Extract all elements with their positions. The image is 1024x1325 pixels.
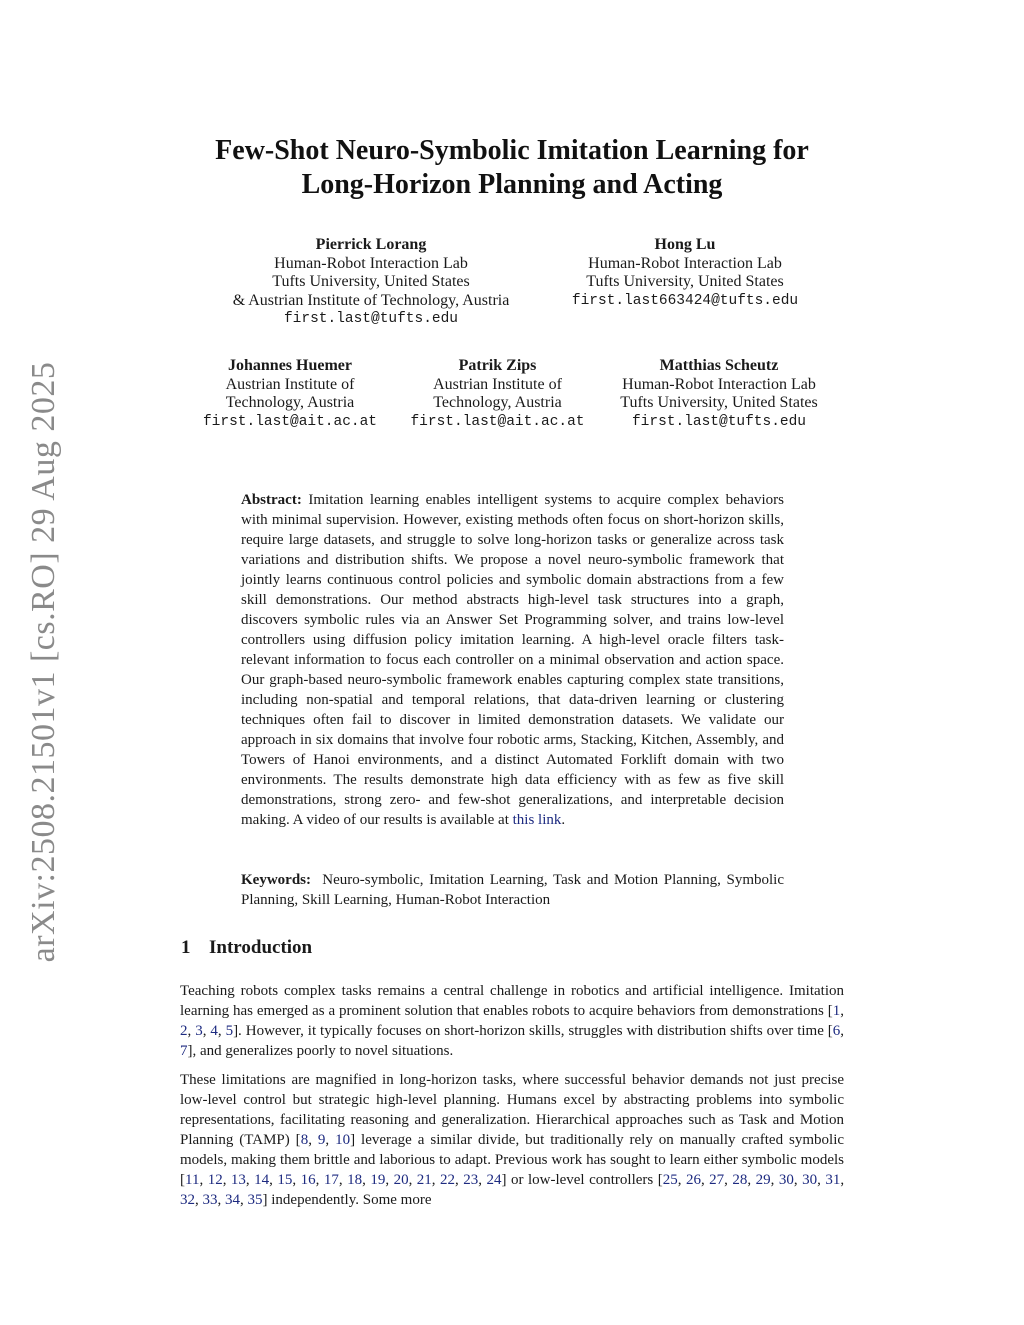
author-affiliation: Tufts University, United States xyxy=(620,394,818,411)
citation-link[interactable]: 2 xyxy=(180,1023,188,1039)
author-name: Pierrick Lorang xyxy=(315,236,427,253)
author-affiliation: Austrian Institute of xyxy=(225,375,355,393)
citation-link[interactable]: 25 xyxy=(662,1172,678,1188)
author-block xyxy=(226,236,516,329)
author-affiliation: Human-Robot Interaction Lab xyxy=(622,375,816,393)
title-line-2: Long-Horizon Planning and Acting xyxy=(301,169,723,200)
author-email[interactable]: first.last663424@tufts.edu xyxy=(571,292,799,309)
author-name: Matthias Scheutz xyxy=(659,357,779,374)
arxiv-identifier[interactable]: arXiv:2508.21501v1 [cs.RO] 29 Aug 2025 xyxy=(25,361,62,963)
author-affiliation: Technology, Austria xyxy=(225,394,355,411)
author-email[interactable]: first.last@ait.ac.at xyxy=(202,413,378,430)
intro-paragraph-2 xyxy=(180,1070,844,1210)
author-affiliation: Tufts University, United States xyxy=(272,273,470,290)
author-name: Patrik Zips xyxy=(458,357,537,374)
paragraph-text: These limitations are magnified in long-horizon tasks, where successful behavior demands not just precise low-level control but strategic high-level planning. Humans excel by abstracting problems into symbolic representations, facilitating reasoning and generalization. Hierarchical approaches such as Task and Motion Planning (TAMP) [ xyxy=(180,1072,844,1148)
citation-link[interactable]: 26 xyxy=(685,1172,701,1188)
citation-link[interactable]: 17 xyxy=(323,1172,339,1188)
paper-title xyxy=(150,134,874,202)
paragraph-text: ], and generalizes poorly to novel situations. xyxy=(187,1043,454,1059)
keywords xyxy=(241,870,784,910)
citation-link[interactable]: 30 xyxy=(778,1172,794,1188)
citation-link[interactable]: 31 xyxy=(825,1172,841,1188)
citation-link[interactable]: 1 xyxy=(832,1003,841,1019)
citation-link[interactable]: 7 xyxy=(180,1043,188,1059)
citation-list: 25, 26, 27, 28, 29, 30, 30, 31, 32, 33, 34, 35 xyxy=(180,1172,845,1208)
author-name: Hong Lu xyxy=(654,236,716,253)
citation-link[interactable]: 23 xyxy=(463,1172,479,1188)
citation-link[interactable]: 4 xyxy=(210,1023,218,1039)
paragraph-text: ] leverage a similar divide, but traditionally rely on manually crafted symbolic models, making them brittle and laborious to adapt. Previous work has sought to learn either symbolic models [ xyxy=(180,1132,845,1188)
intro-paragraph-1 xyxy=(180,981,844,1061)
abstract-text: Imitation learning enables intelligent systems to acquire complex behaviors with minimal supervision. However, existing methods often focus on short-horizon skills, require large datasets, and struggle to solve long-horizon tasks or generalize across task variations and distribution shifts. We propose a novel neuro-symbolic framework that jointly learns continuous control policies and symbolic domain abstractions from a few skill demonstrations. Our method abstracts high-level task structures into a graph, discovers symbolic rules via an Answer Set Programming solver, and trains low-level controllers using diffusion policy imitation learning. A high-level oracle filters task-relevant information to focus each controller on a minimal observation and action space. Our graph-based neuro-symbolic framework enables capturing complex state transitions, including non-spatial and temporal relations, that data-driven learning or clustering techniques often fail to discover in limited demonstration datasets. We validate our approach in six domains that involve four robotic arms, Stacking, Kitchen, Assembly, and Towers of Hanoi environments, and a distinct Automated Forklift domain with two environments. The results demonstrate high data efficiency with as few as five skill demonstrations, strong zero- and few-shot generalizations, and interpretable decision making. A video of our results is available at xyxy=(241,492,785,828)
author-affiliation: & Austrian Institute of Technology, Austria xyxy=(232,291,510,309)
citation-link[interactable]: 21 xyxy=(416,1172,432,1188)
citation-link[interactable]: 11 xyxy=(185,1172,200,1188)
citation-link[interactable]: 16 xyxy=(300,1172,316,1188)
section-number: 1 xyxy=(181,937,191,958)
author-affiliation: Human-Robot Interaction Lab xyxy=(588,254,782,272)
citation-link[interactable]: 10 xyxy=(335,1132,351,1148)
citation-link[interactable]: 3 xyxy=(195,1023,203,1039)
author-email[interactable]: first.last@tufts.edu xyxy=(283,311,459,327)
citation-link[interactable]: 30 xyxy=(802,1172,818,1188)
citation-link[interactable]: 28 xyxy=(732,1172,748,1188)
citation-link[interactable]: 19 xyxy=(370,1172,386,1188)
citation-link[interactable]: 14 xyxy=(254,1172,270,1188)
author-affiliation: Human-Robot Interaction Lab xyxy=(274,254,468,272)
author-block xyxy=(608,357,830,431)
author-affiliation: Tufts University, United States xyxy=(586,273,784,290)
citation-link[interactable]: 29 xyxy=(755,1172,771,1188)
author-name: Johannes Huemer xyxy=(228,357,352,374)
citation-list: 11, 12, 13, 14, 15, 16, 17, 18, 19, 20, 21, 22, 23, 24 xyxy=(185,1172,502,1188)
citation-link[interactable]: 12 xyxy=(207,1172,223,1188)
author-block xyxy=(190,357,390,431)
abstract-label: Abstract: xyxy=(241,492,302,508)
citation-link[interactable]: 15 xyxy=(277,1172,293,1188)
citation-link[interactable]: 24 xyxy=(486,1172,502,1188)
keywords-label: Keywords: xyxy=(241,872,311,888)
citation-link[interactable]: 5 xyxy=(225,1023,234,1039)
title-line-1: Few-Shot Neuro-Symbolic Imitation Learning for xyxy=(215,135,809,166)
author-email[interactable]: first.last@ait.ac.at xyxy=(410,413,585,430)
abstract xyxy=(241,490,784,830)
paragraph-text: ]. However, it typically focuses on short-horizon skills, struggles with distribution shifts over time [ xyxy=(233,1023,833,1039)
citation-list: 1, 2, 3, 4, 5 xyxy=(180,1003,844,1039)
citation-link[interactable]: 6 xyxy=(832,1023,841,1039)
citation-link[interactable]: 8 xyxy=(300,1132,309,1148)
keywords-text: Neuro-symbolic, Imitation Learning, Task and Motion Planning, Symbolic Planning, Skill Learning, Human-Robot Interaction xyxy=(241,872,784,908)
citation-link[interactable]: 13 xyxy=(230,1172,246,1188)
citation-link[interactable]: 18 xyxy=(347,1172,363,1188)
author-affiliation: Austrian Institute of xyxy=(433,375,562,393)
author-block xyxy=(560,236,810,310)
video-link[interactable]: this link xyxy=(512,812,562,828)
citation-link[interactable]: 35 xyxy=(247,1192,263,1208)
citation-link[interactable]: 27 xyxy=(709,1172,725,1188)
citation-link[interactable]: 32 xyxy=(180,1192,195,1208)
paragraph-text: ] independently. Some more xyxy=(262,1192,432,1208)
citation-link[interactable]: 20 xyxy=(393,1172,409,1188)
paragraph-text: Teaching robots complex tasks remains a central challenge in robotics and artificial intelligence. Imitation learning has emerged as a prominent solution that enables robots to acquire behaviors from demonstrations [ xyxy=(180,983,844,1019)
author-affiliation: Technology, Austria xyxy=(433,394,562,411)
abstract-end: . xyxy=(561,812,566,828)
section-title: Introduction xyxy=(209,937,313,958)
paragraph-text: ] or low-level controllers [ xyxy=(501,1172,663,1188)
citation-link[interactable]: 9 xyxy=(317,1132,326,1148)
citation-link[interactable]: 33 xyxy=(202,1192,218,1208)
citation-list: 6, 7 xyxy=(180,1023,845,1059)
author-block xyxy=(400,357,595,431)
citation-link[interactable]: 22 xyxy=(440,1172,456,1188)
section-heading xyxy=(181,937,312,959)
author-email[interactable]: first.last@tufts.edu xyxy=(631,413,807,430)
citation-link[interactable]: 34 xyxy=(225,1192,240,1208)
citation-list: 8, 9, 10 xyxy=(300,1132,351,1148)
